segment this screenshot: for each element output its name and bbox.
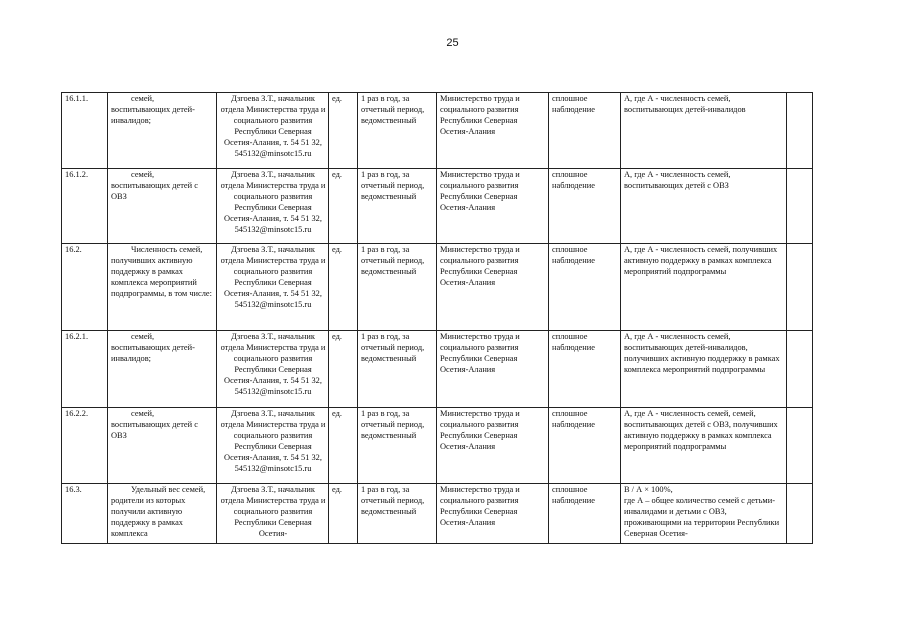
- formula: [621, 484, 787, 544]
- formula: А, где А - численность семей, воспитывающих детей-инвалидов, получивших активную поддержку в рамках комплекса мероприятий подпрограммы: [621, 331, 787, 408]
- method: сплошное наблюдение: [549, 169, 621, 244]
- formula: А, где А - численность семей, семей, воспитывающих детей с ОВЗ, получивших активную поддержку в рамках комплекса мероприятий подпрограммы: [621, 408, 787, 484]
- frequency: 1 раз в год, за отчетный период, ведомственный: [358, 484, 437, 544]
- frequency: 1 раз в год, за отчетный период, ведомственный: [358, 244, 437, 331]
- frequency: 1 раз в год, за отчетный период, ведомственный: [358, 408, 437, 484]
- frequency: 1 раз в год, за отчетный период, ведомственный: [358, 169, 437, 244]
- extra-cell: [787, 484, 813, 544]
- data-source: Министерство труда и социального развития Республики Северная Осетия-Алания: [437, 484, 549, 544]
- unit: ед.: [329, 93, 358, 169]
- formula: А, где А - численность семей, воспитывающих детей с ОВЗ: [621, 169, 787, 244]
- row-number: 16.2.2.: [62, 408, 108, 484]
- method: сплошное наблюдение: [549, 331, 621, 408]
- formula: А, где А - численность семей, получивших активную поддержку в рамках комплекса мероприятий подпрограммы: [621, 244, 787, 331]
- indicator-name: Численность семей, получивших активную поддержку в рамках комплекса мероприятий подпрограммы, в том числе:: [108, 244, 217, 331]
- formula: А, где А - численность семей, воспитывающих детей-инвалидов: [621, 93, 787, 169]
- row-number: 16.1.1.: [62, 93, 108, 169]
- data-source: Министерство труда и социального развития Республики Северная Осетия-Алания: [437, 169, 549, 244]
- method: сплошное наблюдение: [549, 408, 621, 484]
- table-row: [62, 331, 813, 408]
- data-source: Министерство труда и социального развития Республики Северная Осетия-Алания: [437, 244, 549, 331]
- row-number: 16.3.: [62, 484, 108, 544]
- page-number: 25: [446, 37, 459, 49]
- row-number: 16.2.1.: [62, 331, 108, 408]
- extra-cell: [787, 331, 813, 408]
- method: сплошное наблюдение: [549, 484, 621, 544]
- unit: ед.: [329, 244, 358, 331]
- responsible-person: Дзгоева З.Т., начальник отдела Министерства труда и социального развития Республики Северная Осетия-Алания, т. 54 51 32, 545132@minsotc15.ru: [217, 331, 329, 408]
- table-row: [62, 93, 813, 169]
- method: сплошное наблюдение: [549, 244, 621, 331]
- table-row: [62, 169, 813, 244]
- unit: ед.: [329, 484, 358, 544]
- data-source: Министерство труда и социального развития Республики Северная Осетия-Алания: [437, 93, 549, 169]
- indicator-name: семей, воспитывающих детей с ОВЗ: [108, 169, 217, 244]
- extra-cell: [787, 169, 813, 244]
- unit: ед.: [329, 331, 358, 408]
- table-row: [62, 484, 813, 544]
- row-number: 16.1.2.: [62, 169, 108, 244]
- unit: ед.: [329, 169, 358, 244]
- indicator-name: семей, воспитывающих детей-инвалидов;: [108, 331, 217, 408]
- data-source: Министерство труда и социального развития Республики Северная Осетия-Алания: [437, 331, 549, 408]
- responsible-person: Дзгоева З.Т., начальник отдела Министерства труда и социального развития Республики Северная Осетия-Алания, т. 54 51 32, 545132@minsotc15.ru: [217, 408, 329, 484]
- frequency: 1 раз в год, за отчетный период, ведомственный: [358, 93, 437, 169]
- responsible-person: Дзгоева З.Т., начальник отдела Министерства труда и социального развития Республики Северная Осетия-Алания, т. 54 51 32, 545132@minsotc15.ru: [217, 244, 329, 331]
- unit: ед.: [329, 408, 358, 484]
- table-row: [62, 244, 813, 331]
- indicator-name: семей, воспитывающих детей с ОВЗ: [108, 408, 217, 484]
- extra-cell: [787, 93, 813, 169]
- data-source: Министерство труда и социального развития Республики Северная Осетия-Алания: [437, 408, 549, 484]
- responsible-person: Дзгоева З.Т., начальник отдела Министерства труда и социального развития Республики Северная Осетия-Алания, т. 54 51 32, 545132@minsotc15.ru: [217, 93, 329, 169]
- responsible-person: Дзгоева З.Т., начальник отдела Министерства труда и социального развития Республики Северная Осетия-Алания, т. 54 51 32, 545132@minsotc15.ru: [217, 169, 329, 244]
- formula-expression: В / А × 100%,: [624, 485, 673, 494]
- indicators-table: [61, 92, 813, 544]
- responsible-person: Дзгоева З.Т., начальник отдела Министерства труда и социального развития Республики Северная Осетия-: [217, 484, 329, 544]
- extra-cell: [787, 244, 813, 331]
- indicator-name: семей, воспитывающих детей-инвалидов;: [108, 93, 217, 169]
- table-row: [62, 408, 813, 484]
- method: сплошное наблюдение: [549, 93, 621, 169]
- row-number: 16.2.: [62, 244, 108, 331]
- frequency: 1 раз в год, за отчетный период, ведомственный: [358, 331, 437, 408]
- extra-cell: [787, 408, 813, 484]
- indicator-name: Удельный вес семей, родители из которых получили активную поддержку в рамках комплекса: [108, 484, 217, 544]
- formula-description: где А – общее количество семей с детьми-инвалидами и детьми с ОВЗ, проживающими на территории Республики Северная Осетия-: [624, 495, 780, 538]
